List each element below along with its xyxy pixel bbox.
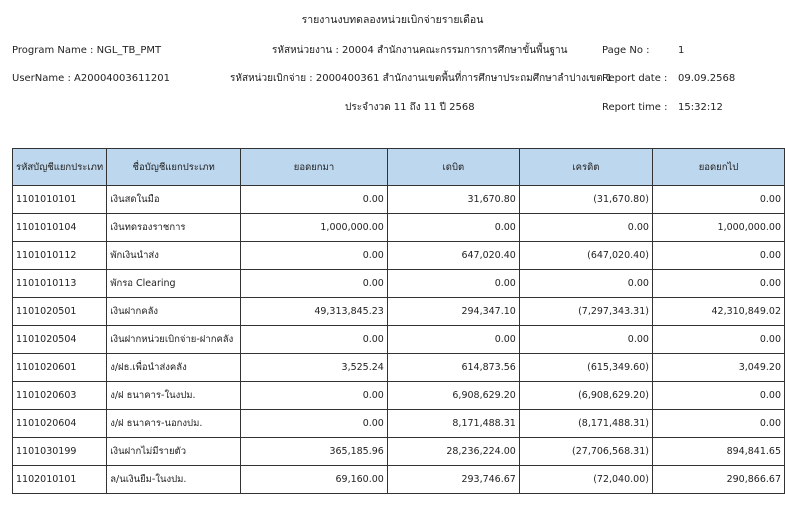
cell-opening-balance: 0.00 <box>241 382 388 410</box>
column-header-debit: เดบิต <box>387 149 519 186</box>
column-header-account-name: ชื่อบัญชีแยกประเภท <box>107 149 241 186</box>
table-row <box>13 326 785 354</box>
cell-debit: 614,873.56 <box>387 354 519 382</box>
cell-credit: (31,670.80) <box>519 186 652 214</box>
table-row <box>13 466 785 494</box>
cell-credit: (647,020.40) <box>519 242 652 270</box>
cell-debit: 0.00 <box>387 270 519 298</box>
table-row <box>13 242 785 270</box>
column-header-opening-balance: ยอดยกมา <box>241 149 388 186</box>
cell-debit: 647,020.40 <box>387 242 519 270</box>
table-row <box>13 298 785 326</box>
cell-account-code: 1101010104 <box>13 214 107 242</box>
cell-account-name: เงินฝากคลัง <box>107 298 241 326</box>
cell-account-code: 1101030199 <box>13 438 107 466</box>
cell-account-code: 1101020604 <box>13 410 107 438</box>
cell-opening-balance: 0.00 <box>241 186 388 214</box>
cell-opening-balance: 0.00 <box>241 410 388 438</box>
cell-closing-balance: 42,310,849.02 <box>652 298 784 326</box>
cell-closing-balance: 894,841.65 <box>652 438 784 466</box>
table-row <box>13 382 785 410</box>
page-no-value: 1 <box>678 45 685 56</box>
cell-account-name: ง/ฝ ธนาคาร-ในงปม. <box>107 382 241 410</box>
table-row <box>13 410 785 438</box>
cell-opening-balance: 365,185.96 <box>241 438 388 466</box>
cell-closing-balance: 0.00 <box>652 382 784 410</box>
cell-debit: 31,670.80 <box>387 186 519 214</box>
cell-credit: (8,171,488.31) <box>519 410 652 438</box>
cell-closing-balance: 3,049.20 <box>652 354 784 382</box>
cell-closing-balance: 290,866.67 <box>652 466 784 494</box>
report-date-value: 09.09.2568 <box>678 73 736 84</box>
cell-credit: (72,040.00) <box>519 466 652 494</box>
cell-opening-balance: 3,525.24 <box>241 354 388 382</box>
cell-debit: 28,236,224.00 <box>387 438 519 466</box>
report-time-label: Report time : <box>602 102 668 113</box>
program-name: Program Name : NGL_TB_PMT <box>12 45 162 56</box>
cell-opening-balance: 0.00 <box>241 242 388 270</box>
cell-debit: 0.00 <box>387 214 519 242</box>
table-row <box>13 270 785 298</box>
cell-credit: 0.00 <box>519 270 652 298</box>
table-row <box>13 186 785 214</box>
cell-opening-balance: 1,000,000.00 <box>241 214 388 242</box>
cell-closing-balance: 0.00 <box>652 186 784 214</box>
cell-credit: (7,297,343.31) <box>519 298 652 326</box>
cell-debit: 293,746.67 <box>387 466 519 494</box>
column-header-credit: เครดิต <box>519 149 652 186</box>
cell-account-name: ง/ฝธ.เพื่อนำส่งคลัง <box>107 354 241 382</box>
table-header-row <box>13 149 785 186</box>
cell-debit: 8,171,488.31 <box>387 410 519 438</box>
cell-closing-balance: 0.00 <box>652 410 784 438</box>
cell-credit: 0.00 <box>519 326 652 354</box>
column-header-account-code: รหัสบัญชีแยกประเภท <box>13 149 107 186</box>
cell-account-code: 1101010112 <box>13 242 107 270</box>
cell-account-code: 1101010101 <box>13 186 107 214</box>
cell-debit: 294,347.10 <box>387 298 519 326</box>
cell-opening-balance: 69,160.00 <box>241 466 388 494</box>
cell-closing-balance: 0.00 <box>652 242 784 270</box>
cell-closing-balance: 1,000,000.00 <box>652 214 784 242</box>
cell-credit: (615,349.60) <box>519 354 652 382</box>
report-date-label: Report date : <box>602 73 668 84</box>
cell-debit: 0.00 <box>387 326 519 354</box>
cell-opening-balance: 0.00 <box>241 270 388 298</box>
cell-account-name: ล/นเงินยืม-ในงปม. <box>107 466 241 494</box>
cell-account-name: เงินทดรองราชการ <box>107 214 241 242</box>
cell-account-code: 1101020504 <box>13 326 107 354</box>
trial-balance-table <box>12 148 785 494</box>
cell-account-code: 1101020501 <box>13 298 107 326</box>
cell-account-code: 1101010113 <box>13 270 107 298</box>
cell-account-name: พักรอ Clearing <box>107 270 241 298</box>
table-row <box>13 354 785 382</box>
cell-account-code: 1101020603 <box>13 382 107 410</box>
report-period: ประจำงวด 11 ถึง 11 ปี 2568 <box>345 102 475 113</box>
cell-credit: (27,706,568.31) <box>519 438 652 466</box>
cell-account-name: พักเงินนำส่ง <box>107 242 241 270</box>
cell-opening-balance: 49,313,845.23 <box>241 298 388 326</box>
cell-account-code: 1101020601 <box>13 354 107 382</box>
disbursement-unit: รหัสหน่วยเบิกจ่าย : 2000400361 สำนักงานเขตพื้นที่การศึกษาประถมศึกษาลำปางเขต 1 <box>230 73 613 84</box>
column-header-closing-balance: ยอดยกไป <box>652 149 784 186</box>
table-row <box>13 438 785 466</box>
cell-closing-balance: 0.00 <box>652 270 784 298</box>
table-row <box>13 214 785 242</box>
cell-closing-balance: 0.00 <box>652 326 784 354</box>
cell-account-code: 1102010101 <box>13 466 107 494</box>
cell-debit: 6,908,629.20 <box>387 382 519 410</box>
page-no-label: Page No : <box>602 45 650 56</box>
user-name: UserName : A20004003611201 <box>12 73 170 84</box>
report-title: รายงานงบทดลองหน่วยเบิกจ่ายรายเดือน <box>301 14 484 26</box>
cell-account-name: เงินฝากหน่วยเบิกจ่าย-ฝากคลัง <box>107 326 241 354</box>
agency-code: รหัสหน่วยงาน : 20004 สำนักงานคณะกรรมการการศึกษาขั้นพื้นฐาน <box>272 45 568 56</box>
cell-credit: 0.00 <box>519 214 652 242</box>
cell-account-name: ง/ฝ ธนาคาร-นอกงปม. <box>107 410 241 438</box>
cell-opening-balance: 0.00 <box>241 326 388 354</box>
cell-credit: (6,908,629.20) <box>519 382 652 410</box>
cell-account-name: เงินสดในมือ <box>107 186 241 214</box>
cell-account-name: เงินฝากไม่มีรายตัว <box>107 438 241 466</box>
report-time-value: 15:32:12 <box>678 102 723 113</box>
